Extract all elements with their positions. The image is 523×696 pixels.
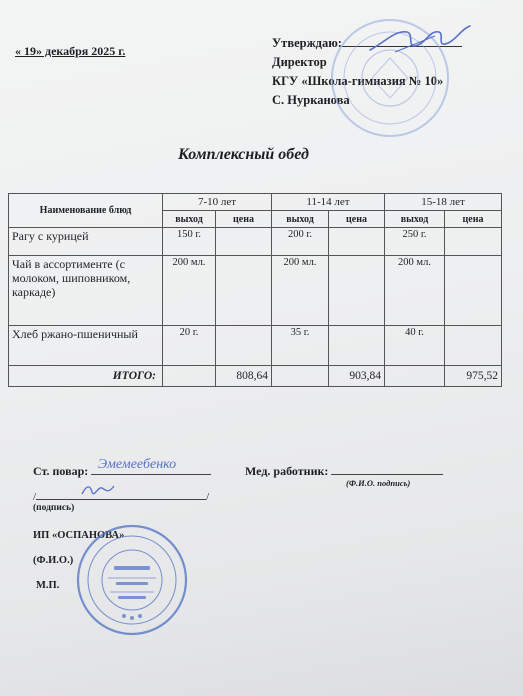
sub-out-header: выход	[163, 211, 216, 228]
document-title: Комплексный обед	[178, 146, 309, 163]
out-value: 200 мл.	[163, 256, 216, 326]
out-value: 200 мл.	[272, 256, 329, 326]
company-seal-stamp	[72, 520, 192, 640]
sub-out-header: выход	[385, 211, 445, 228]
signature-caption: (подпись)	[33, 503, 75, 513]
price-cell	[329, 326, 385, 366]
price-cell	[329, 256, 385, 326]
price-cell	[329, 228, 385, 256]
total-empty-cell	[272, 366, 329, 387]
cook-signature-text: Эмемеебенко	[98, 457, 177, 472]
sub-price-header: цена	[329, 211, 385, 228]
table-row	[9, 326, 502, 366]
medic-signature-line	[331, 462, 443, 475]
total-value: 903,84	[329, 366, 385, 387]
out-value: 35 г.	[272, 326, 329, 366]
mp-caption: М.П.	[36, 580, 60, 591]
out-value: 150 г.	[163, 228, 216, 256]
second-signature-scribble	[78, 480, 118, 500]
signature-line-2: / /	[33, 491, 210, 503]
table-header-row	[9, 194, 502, 211]
school-name: КГУ «Школа-гимназия № 10»	[272, 74, 444, 88]
total-empty-cell	[163, 366, 216, 387]
table-row	[9, 256, 502, 326]
company-name: ИП «ОСПАНОВА»	[33, 530, 125, 541]
out-value: 200 г.	[272, 228, 329, 256]
price-cell	[445, 326, 502, 366]
approve-label: Утверждаю:	[272, 36, 342, 50]
total-empty-cell	[385, 366, 445, 387]
sub-out-header: выход	[272, 211, 329, 228]
cook-signature	[96, 452, 221, 474]
table-row	[9, 228, 502, 256]
director-name: С. Нурканова	[272, 93, 350, 107]
menu-table	[8, 193, 502, 387]
director-signature	[365, 22, 475, 58]
document-date: « 19» декабря 2025 г.	[15, 44, 126, 58]
dish-name: Чай в ассортименте (с молоком, шиповником, каркаде)	[9, 256, 163, 326]
price-cell	[216, 256, 272, 326]
medic-label: Мед. работник:	[245, 464, 329, 478]
dish-name: Хлеб ржано-пшеничный	[9, 326, 163, 366]
total-row	[9, 366, 502, 387]
medic-signature-block	[245, 462, 443, 479]
out-value: 20 г.	[163, 326, 216, 366]
cook-label: Ст. повар:	[33, 464, 89, 478]
director-position: Директор	[272, 55, 327, 69]
fio-sign-caption: (Ф.И.О. подпись)	[346, 478, 411, 488]
out-value: 40 г.	[385, 326, 445, 366]
total-label: ИТОГО:	[9, 366, 163, 387]
price-cell	[445, 228, 502, 256]
fio-caption: (Ф.И.О.)	[33, 555, 74, 566]
price-cell	[216, 228, 272, 256]
age-group-header: 11-14 лет	[272, 194, 385, 211]
dish-name: Рагу с курицей	[9, 228, 163, 256]
age-group-header: 7-10 лет	[163, 194, 272, 211]
out-value: 200 мл.	[385, 256, 445, 326]
total-value: 808,64	[216, 366, 272, 387]
out-value: 250 г.	[385, 228, 445, 256]
sub-price-header: цена	[445, 211, 502, 228]
total-value: 975,52	[445, 366, 502, 387]
col-dish-header: Наименование блюд	[9, 194, 163, 228]
sub-price-header: цена	[216, 211, 272, 228]
second-signature-line	[36, 489, 206, 500]
price-cell	[216, 326, 272, 366]
price-cell	[445, 256, 502, 326]
age-group-header: 15-18 лет	[385, 194, 502, 211]
